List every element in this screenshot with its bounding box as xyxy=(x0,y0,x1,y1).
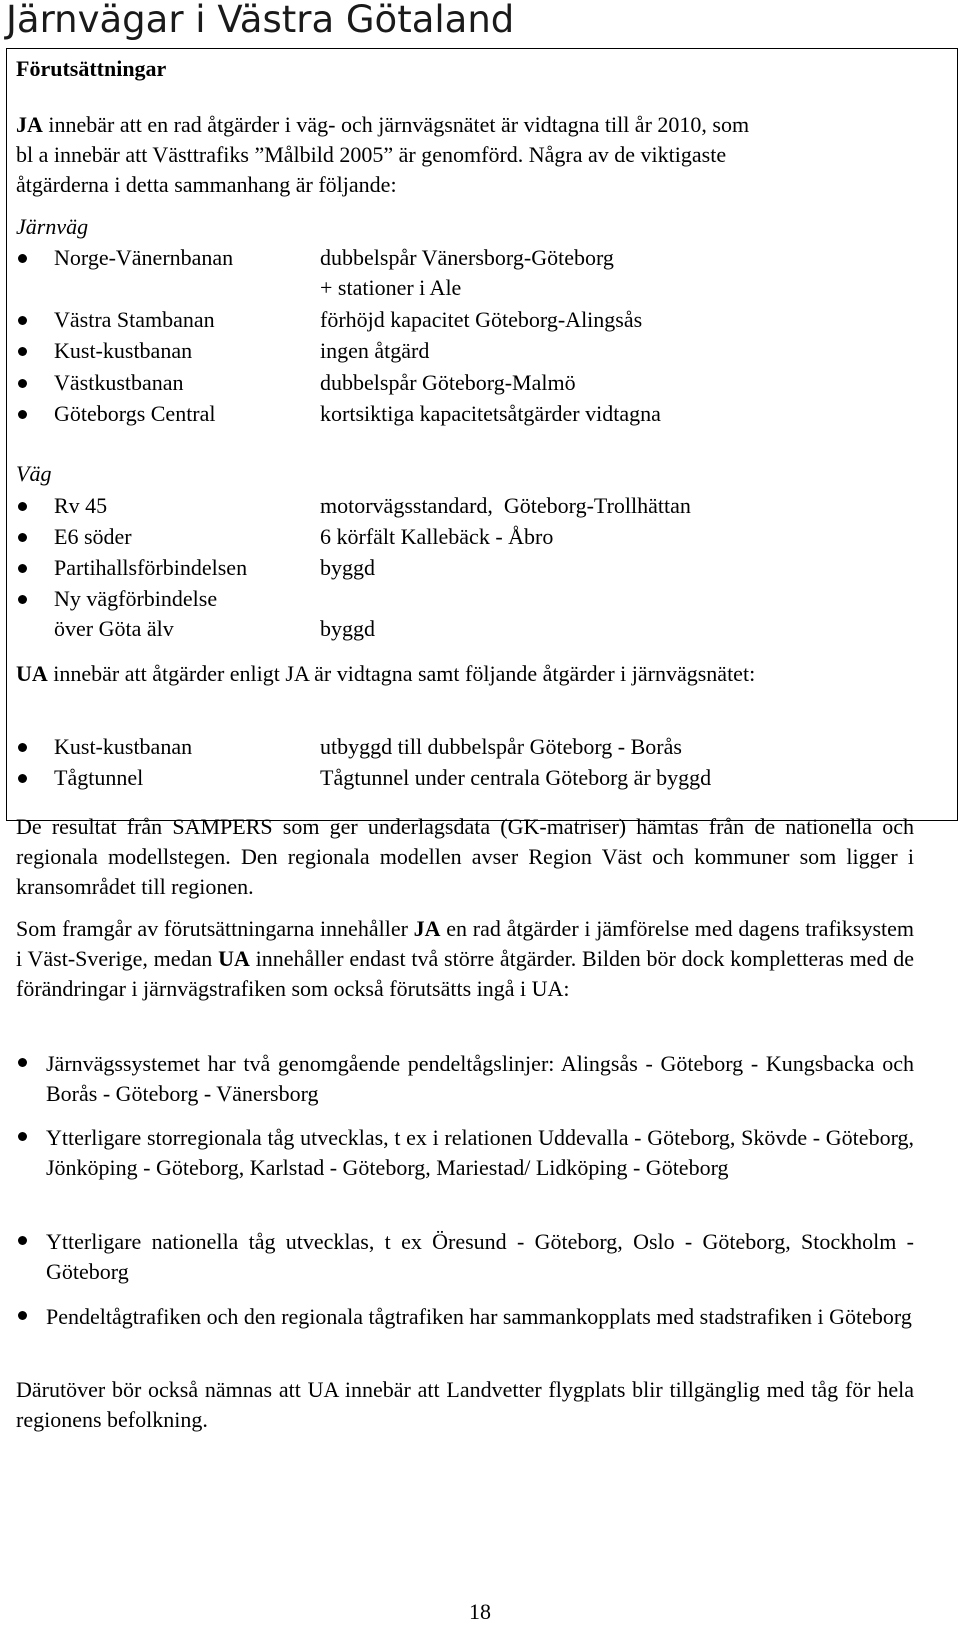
road-heading: Väg xyxy=(16,461,52,486)
paragraph-text: en rad åtgärder i jämförelse med dagens trafiksystem i Väst-Sverige, medan xyxy=(16,916,914,971)
rail-item-name: Norge-Vänernbanan xyxy=(54,245,234,270)
paragraph-text: Som framgår av förutsättningarna innehåller xyxy=(16,916,414,941)
bullet-icon xyxy=(18,533,27,542)
road-item-name: Partihallsförbindelsen xyxy=(54,555,248,580)
bullet-icon xyxy=(18,379,27,388)
bullet-icon xyxy=(18,1311,27,1320)
road-item-name: E6 söder xyxy=(54,524,132,549)
road-item-name: Ny vägförbindelse xyxy=(54,586,218,611)
road-item-action: byggd xyxy=(320,616,375,641)
road-item-action: 6 körfält Kallebäck - Åbro xyxy=(320,524,554,549)
road-item-name: Rv 45 xyxy=(54,493,108,518)
rail-item-name: Göteborgs Central xyxy=(54,401,216,426)
ua-label: UA xyxy=(218,946,250,971)
bullet-icon xyxy=(18,743,27,752)
road-item-name-cont: över Göta älv xyxy=(54,616,174,641)
ua-intro-text: innebär att åtgärder enligt JA är vidtagna samt följande åtgärder i järnvägsnätet: xyxy=(47,661,756,686)
ua-item-action: Tågtunnel under centrala Göteborg är byggd xyxy=(320,765,712,790)
rail-item-action: kortsiktiga kapacitetsåtgärder vidtagna xyxy=(320,401,661,426)
ja-label: JA xyxy=(413,916,441,941)
bullet-icon xyxy=(18,410,27,419)
rail-item-name: Västra Stambanan xyxy=(54,307,215,332)
bullet-icon xyxy=(18,774,27,783)
rail-item-name: Kust-kustbanan xyxy=(54,338,193,363)
road-item-action: byggd xyxy=(320,555,375,580)
rail-item-action: ingen åtgärd xyxy=(320,338,430,363)
list-item: Ytterligare storregionala tåg utvecklas, t ex i relationen Uddevalla - Göteborg, Skövde - Göteborg, Jönköping - Göteborg, Karlstad - Göteborg, Mariestad/ Lidköping - Göteborg xyxy=(46,1125,914,1180)
ua-item-name: Tågtunnel xyxy=(54,765,144,790)
rail-item-name: Västkustbanan xyxy=(54,370,184,395)
paragraph-closing: Därutöver bör också nämnas att UA innebär att Landvetter flygplats blir tillgänglig med tåg för hela regionens befolkning. xyxy=(16,1377,914,1432)
bullet-icon xyxy=(18,1132,27,1141)
ua-intro xyxy=(16,662,755,686)
bullet-icon xyxy=(18,502,27,511)
rail-heading: Järnväg xyxy=(16,214,89,239)
ja-label: JA xyxy=(16,112,43,137)
rail-item-extra: + stationer i Ale xyxy=(320,275,462,300)
rail-item-action: dubbelspår Vänersborg-Göteborg xyxy=(320,245,614,270)
bullet-icon xyxy=(18,1058,27,1067)
bullet-icon xyxy=(18,595,27,604)
list-item: Järnvägssystemet har två genomgående pendeltågslinjer: Alingsås - Göteborg - Kungsbacka och Borås - Göteborg - Vänersborg xyxy=(46,1051,914,1106)
rail-item-action: förhöjd kapacitet Göteborg-Alingsås xyxy=(320,307,643,332)
bullet-icon xyxy=(18,347,27,356)
ua-item-name: Kust-kustbanan xyxy=(54,734,193,759)
ua-label: UA xyxy=(16,661,48,686)
ja-intro-line-3: åtgärderna i detta sammanhang är följande: xyxy=(16,172,397,197)
rail-item-action: dubbelspår Göteborg-Malmö xyxy=(320,370,576,395)
bullet-icon xyxy=(18,316,27,325)
page-number: 18 xyxy=(469,1599,491,1624)
list-item: Pendeltågtrafiken och den regionala tågtrafiken har sammankopplats med stadstrafiken i Göteborg xyxy=(46,1304,912,1329)
ja-intro-text-1: innebär att en rad åtgärder i väg- och järnvägsnätet är vidtagna till år 2010, som xyxy=(42,112,750,137)
list-item: Ytterligare nationella tåg utvecklas, t ex Öresund - Göteborg, Oslo - Göteborg, Stockholm - Göteborg xyxy=(46,1229,914,1284)
paragraph-comparison xyxy=(16,914,914,1004)
bullet-icon xyxy=(18,564,27,573)
page-title: Järnvägar i Västra Götaland xyxy=(6,0,515,41)
ua-item-action: utbyggd till dubbelspår Göteborg - Borås xyxy=(320,734,682,759)
bullet-icon xyxy=(18,254,27,263)
bullet-icon xyxy=(18,1236,27,1245)
paragraph-text: innehåller endast två större åtgärder. Bilden bör dock kompletteras med de förändringar i järnvägstrafiken som också förutsätts ingå i UA: xyxy=(16,946,915,1001)
ja-intro-line-2: bl a innebär att Västtrafiks ”Målbild 2005” är genomförd. Några av de viktigaste xyxy=(16,142,727,167)
ja-intro-line-1 xyxy=(16,113,912,137)
paragraph-sampers: De resultat från SAMPERS som ger underlagsdata (GK-matriser) hämtas från de nationella och regionala modellstegen. Den regionala modellen avser Region Väst och kommuner som ligger i kransområdet till regionen. xyxy=(16,814,914,899)
box-heading: Förutsättningar xyxy=(16,56,167,81)
road-item-action: motorvägsstandard, Göteborg-Trollhättan xyxy=(320,493,691,518)
